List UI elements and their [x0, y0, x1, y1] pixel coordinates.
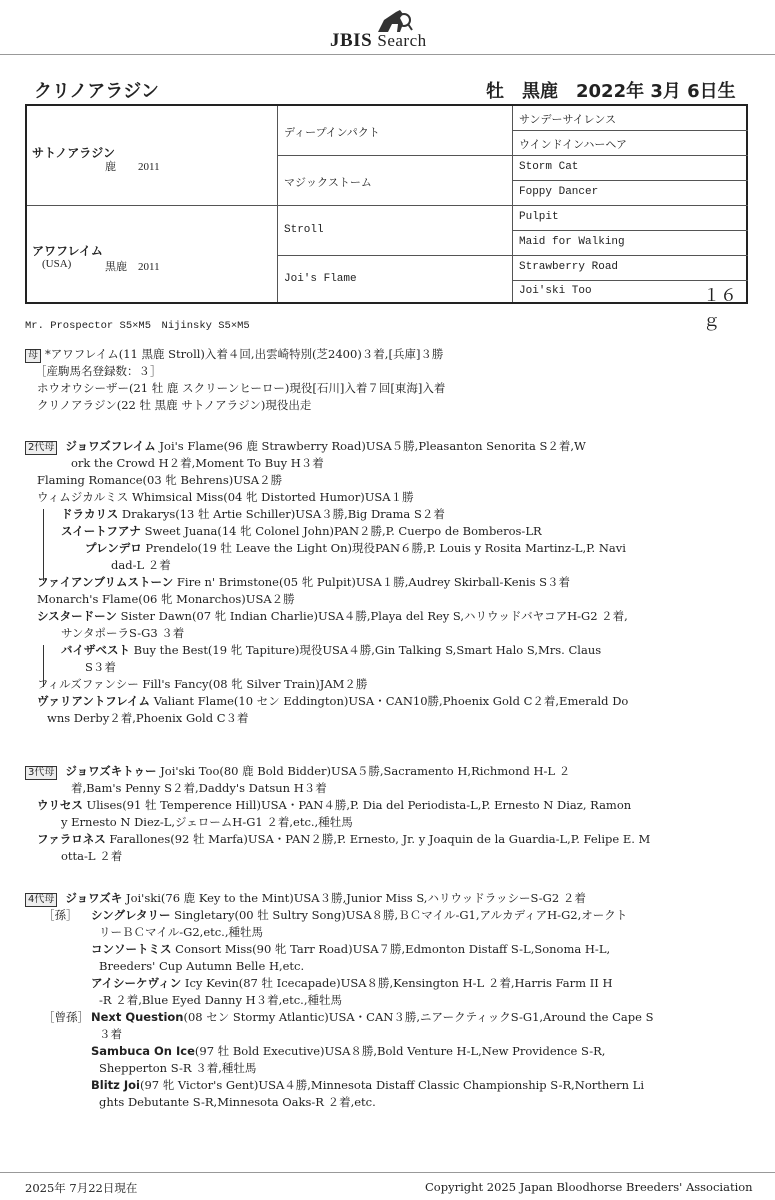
horse-name-bold[interactable]: シングレタリー [91, 908, 171, 922]
g3-cell [512, 131, 748, 156]
third-dam-section [25, 763, 650, 865]
dam-tag: 母 [25, 349, 41, 363]
dam-section [25, 346, 445, 414]
record-text: Sweet Juana(14 牝 Colonel John)PAN２勝,P. Cuerpo de Bomberos-LR [140, 524, 542, 538]
record-text: Singletary(00 牡 Sultry Song)USA８勝,ＢＣマイル-G1,アルカディアH-G2,オークト [170, 908, 628, 922]
g3-cell [512, 106, 748, 131]
inbreeding-note: Mr. Prospector S5×M5 Nijinsky S5×M5 [25, 320, 250, 332]
record-text: Ulises(91 牡 Temperence Hill)USA・PAN４勝,P. Dia del Periodista-L,P. Ernesto N Diaz, Ramon [82, 798, 632, 812]
record-text: Joi'ski(76 鹿 Key to the Mint)USA３勝,Junior Miss S,ハリウッドラッシーS-G2 ２着 [122, 891, 586, 905]
record-text: フィルズファンシー Fill's Fancy(08 牝 Silver Train)JAM２勝 [37, 677, 368, 691]
record-text: (97 牡 Bold Executive)USA８勝,Bold Venture H-L,New Providence S-R, [194, 1044, 606, 1058]
copyright: Copyright 2025 Japan Bloodhorse Breeders' Association [425, 1180, 753, 1194]
site-header [0, 0, 775, 58]
horse-name-bold[interactable]: アイシーケヴィン [91, 976, 182, 990]
sire-dam-cell [277, 156, 512, 206]
record-text: (08 セン Stormy Atlantic)USA・CAN３勝,ニアークティックS-G1,Around the Cape S [183, 1010, 654, 1024]
record-text: wns Derby２着,Phoenix Gold C３着 [47, 711, 249, 725]
header-divider [0, 54, 775, 55]
dam-line[interactable]: ホウオウシーザー(21 牡 鹿 スクリーンヒーロー)現役[石川]入着７回[東海]入着 [37, 381, 446, 395]
record-text: Breeders' Cup Autumn Belle H,etc. [99, 959, 305, 973]
as-of-date: 2025年 7月22日現在 [25, 1181, 138, 1195]
record-text: Valiant Flame(10 セン Eddington)USA・CAN10勝,Phoenix Gold C２着,Emerald Do [150, 694, 629, 708]
dam-line: ［産駒馬名登録数：３］ [35, 364, 162, 378]
horse-name-bold[interactable]: ドラカリス [61, 507, 119, 521]
second-dam-tag: 2代母 [25, 441, 57, 455]
g3-name[interactable]: ウインドインハーヘア [519, 138, 628, 151]
tree-line [43, 509, 44, 581]
horse-name-bold[interactable]: ファイアンブリムストーン [37, 575, 174, 589]
third-dam-tag: 3代母 [25, 766, 57, 780]
horse-name-bold[interactable]: ジョワズキ [65, 891, 123, 905]
grandchild-tag: ［孫］ [43, 908, 78, 922]
record-text: Prendelo(19 牡 Leave the Light On)現役PAN６勝,P. Louis y Rosita Martinz-L,P. Navi [141, 541, 626, 555]
record-text: Shepperton S-R ３着,種牡馬 [99, 1061, 257, 1075]
sire-dam-name[interactable]: マジックストーム [284, 176, 372, 189]
sire-color-year: 鹿 2011 [105, 161, 160, 173]
dam-line[interactable]: クリノアラジン(22 牡 黒鹿 サトノアラジン)現役出走 [37, 398, 312, 412]
record-text: -R ２着,Blue Eyed Danny H３着,etc.,種牡馬 [99, 993, 342, 1007]
record-text: ghts Debutante S-R,Minnesota Oaks-R ２着,etc. [99, 1095, 376, 1109]
horse-name-bold[interactable]: ジョワズフレイム [65, 439, 156, 453]
family-number: １６ｇ [703, 286, 737, 330]
record-text: 着,Bam's Penny S２着,Daddy's Datsun H３着 [71, 781, 327, 795]
horse-name-bold[interactable]: バイザベスト [61, 643, 130, 657]
record-text: Icy Kevin(87 牡 Icecapade)USA８勝,Kensington H-L ２着,Harris Farm II H [181, 976, 613, 990]
g3-name[interactable]: Joi'ski Too [519, 285, 592, 297]
dam-dam-name[interactable]: Joi's Flame [284, 273, 357, 285]
g3-name[interactable]: Maid for Walking [519, 236, 625, 248]
horse-name-bold[interactable]: Sambuca On Ice [91, 1044, 195, 1058]
horse-name-bold[interactable]: ヴァリアントフレイム [37, 694, 151, 708]
record-text: ork the Crowd H２着,Moment To Buy H３着 [71, 456, 324, 470]
g3-cell [512, 256, 748, 281]
record-text: y Ernesto N Diez-L,ジェロームH-G1 ２着,etc.,種牡馬 [61, 815, 353, 829]
dam-dam-cell [277, 256, 512, 302]
fourth-dam-tag: 4代母 [25, 893, 57, 907]
dam-color-year: 黒鹿 2011 [105, 261, 160, 273]
g3-cell [512, 231, 748, 256]
record-text: S３着 [85, 660, 116, 674]
logo-text[interactable]: JBIS Search [330, 30, 427, 51]
tree-line [43, 645, 44, 687]
g3-cell [512, 181, 748, 206]
dam-cell [27, 206, 277, 302]
record-text: ３着 [99, 1027, 122, 1041]
dam-sire-cell [277, 206, 512, 256]
horse-info: 牡 黒鹿 2022年 3月 6日生 [486, 81, 736, 102]
record-text: Joi'ski Too(80 鹿 Bold Bidder)USA５勝,Sacramento H,Richmond H-L ２ [156, 764, 571, 778]
g3-name[interactable]: Pulpit [519, 211, 559, 223]
g3-name[interactable]: サンデーサイレンス [519, 113, 617, 126]
horse-name: クリノアラジン [34, 81, 159, 102]
sire-sire-name[interactable]: ディープインパクト [284, 126, 380, 139]
horse-name-bold[interactable]: スイートフアナ [61, 524, 141, 538]
record-text: Fire n' Brimstone(05 牝 Pulpit)USA１勝,Audrey Skirball-Kenis S３着 [173, 575, 571, 589]
record-text: ウィムジカルミス Whimsical Miss(04 牝 Distorted Humor)USA１勝 [37, 490, 414, 504]
sire-name[interactable]: サトノアラジン [32, 146, 115, 160]
dam-name[interactable]: アワフレイム [32, 244, 103, 258]
footer-divider [0, 1172, 775, 1173]
dam-line: *アワフレイム(11 黒鹿 Stroll)入着４回,出雲崎特別(芝2400)３着,[兵庫]３勝 [45, 347, 444, 361]
record-text: Sister Dawn(07 牝 Indian Charlie)USA４勝,Playa del Rey S,ハリウッドバヤコアH-G2 ２着, [116, 609, 628, 623]
horse-name-bold[interactable]: Blitz Joi [91, 1078, 140, 1092]
record-text: Flaming Romance(03 牝 Behrens)USA２勝 [37, 473, 283, 487]
horse-name-bold[interactable]: ジョワズキトゥー [65, 764, 157, 778]
horse-name-bold[interactable]: ファラロネス [37, 832, 106, 846]
g3-name[interactable]: Foppy Dancer [519, 186, 599, 198]
g3-name[interactable]: Storm Cat [519, 161, 579, 173]
record-text: (97 牝 Victor's Gent)USA４勝,Minnesota Distaff Classic Championship S-R,Northern Li [139, 1078, 644, 1092]
g3-cell [512, 156, 748, 181]
g3-cell [512, 281, 748, 330]
record-text: dad-L ２着 [111, 558, 171, 572]
horse-name-bold[interactable]: コンソートミス [91, 942, 172, 956]
record-text: Buy the Best(19 牝 Tapiture)現役USA４勝,Gin Talking S,Smart Halo S,Mrs. Claus [130, 643, 602, 657]
record-text: otta-L ２着 [61, 849, 123, 863]
g3-cell [512, 206, 748, 231]
sire-sire-cell [277, 106, 512, 156]
record-text: Drakarys(13 牡 Artie Schiller)USA３勝,Big Drama S２着 [118, 507, 445, 521]
fourth-dam-section [25, 890, 653, 1111]
horse-name-bold[interactable]: プレンデロ [85, 541, 142, 555]
record-text: Monarch's Flame(06 牝 Monarchos)USA２勝 [37, 592, 295, 606]
record-text: Farallones(92 牡 Marfa)USA・PAN２勝,P. Ernesto, Jr. y Joaquin de la Guardia-L,P. Felipe E. M [105, 832, 651, 846]
record-text: Consort Miss(90 牝 Tarr Road)USA７勝,Edmonton Distaff S-L,Sonoma H-L, [171, 942, 611, 956]
horse-name-bold[interactable]: シスタードーン [37, 609, 117, 623]
record-text: サンタポーラS-G3 ３着 [61, 626, 185, 640]
second-dam-section [25, 438, 628, 727]
record-text: Joi's Flame(96 鹿 Strawberry Road)USA５勝,Pleasanton Senorita S２着,W [155, 439, 586, 453]
g3-name[interactable]: Strawberry Road [519, 261, 619, 273]
dam-sire-name[interactable]: Stroll [284, 224, 324, 236]
horse-name-bold[interactable]: Next Question [91, 1010, 184, 1024]
sire-cell [27, 106, 277, 206]
greatgrandchild-tag: ［曾孫］ [43, 1010, 89, 1024]
record-text: リーＢＣマイル-G2,etc.,種牡馬 [99, 925, 263, 939]
dam-origin: (USA) [42, 258, 72, 270]
horse-name-bold[interactable]: ウリセス [37, 798, 83, 812]
